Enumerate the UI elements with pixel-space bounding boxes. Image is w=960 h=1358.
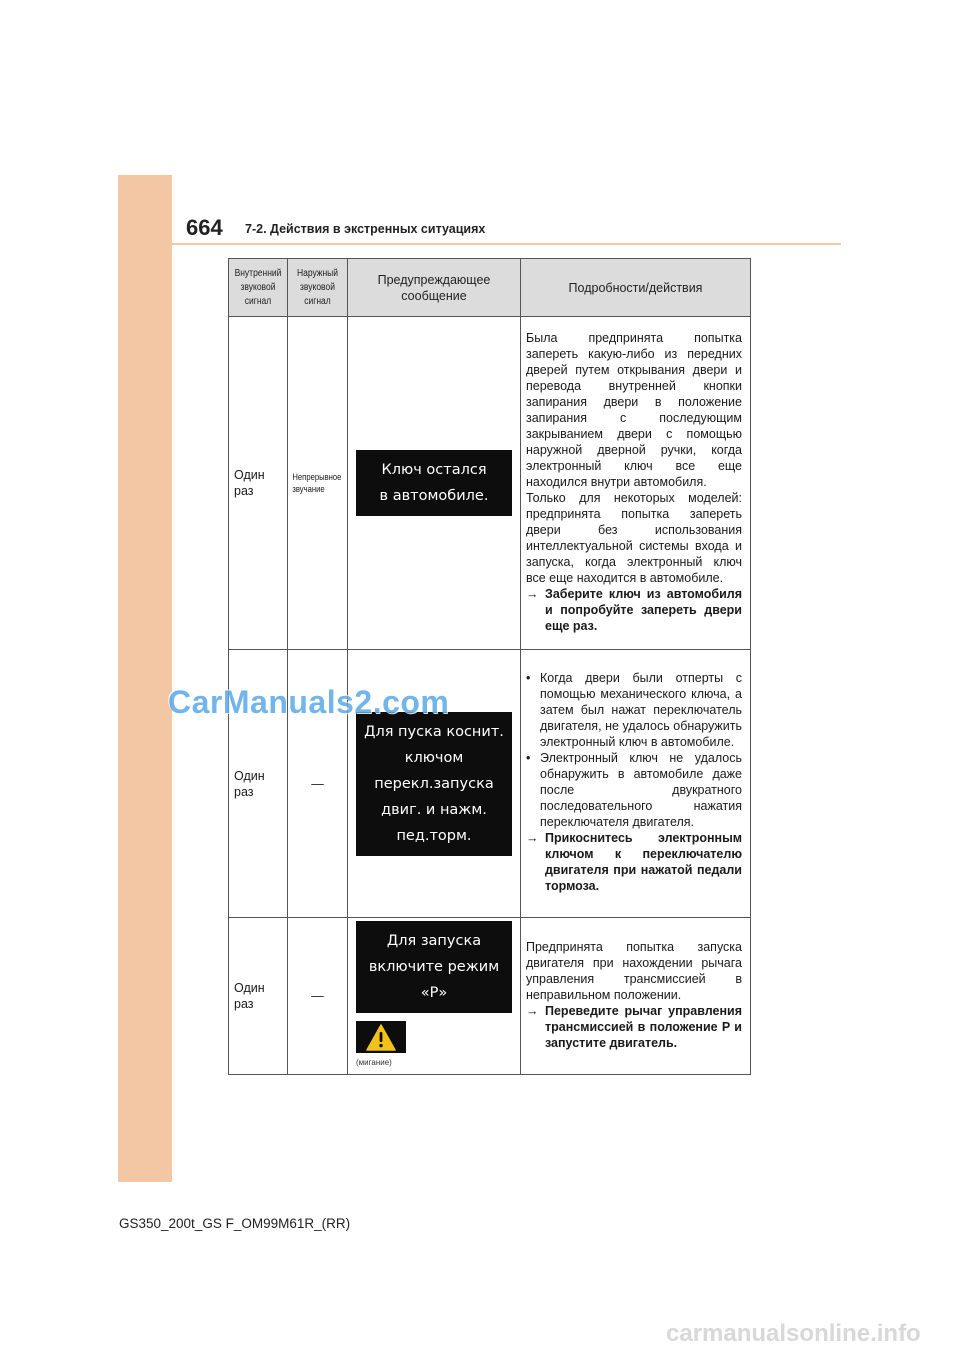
message-display [356, 450, 512, 516]
warning-message-cell [348, 317, 521, 650]
internal-buzzer-cell: Один раз [229, 317, 288, 650]
header-details: Подробности/действия [521, 259, 751, 317]
bullet-mark: • [526, 751, 531, 765]
arrow-icon: → [526, 831, 539, 845]
details-bullet: • Электронный ключ не удалось обнаружить в автомобиле даже после двукратного последовательного нажатия переключателя двигателя. [526, 751, 742, 829]
details-paragraph: Предпринята попытка запуска двигателя при нахождении рычага управления трансмиссией в неправильном положении. [526, 939, 742, 1002]
action-instruction: → Заберите ключ из автомобиля и попробуйте запереть двери еще раз. [526, 586, 742, 633]
message-line: включите режим «P» [368, 959, 500, 1001]
site-watermark: carmanualsonline.info [666, 1320, 921, 1347]
details-bullet: • Когда двери были отперты с помощью механического ключа, а затем был нажат переключатель двигателя, не удалось обнаружить электронный ключ в автомобиле. [526, 671, 742, 749]
table-header-row [229, 259, 751, 317]
warning-table [228, 258, 751, 1075]
message-line: пед.торм. [396, 827, 472, 844]
action-instruction: → Прикоснитесь электронным ключом к переключателю двигателя при нажатой педали тормоза. [526, 831, 742, 893]
internal-buzzer-cell: Один раз [229, 918, 288, 1075]
message-line: ключом перекл.запуска [374, 749, 494, 792]
message-line: двиг. и нажм. [381, 801, 487, 818]
message-line: Ключ остался [381, 462, 487, 478]
footer-model-code: GS350_200t_GS F_OM99M61R_(RR) [119, 1216, 351, 1231]
watermark: CarManuals2.com [168, 684, 450, 720]
table-row [229, 317, 751, 650]
message-line: в автомобиле. [379, 488, 489, 504]
arrow-icon: → [526, 1003, 539, 1018]
details-cell [521, 650, 751, 918]
page-number: 664 [186, 215, 223, 240]
message-display [356, 712, 512, 856]
header-warning-message: Предупреждающее сообщение [348, 259, 521, 317]
section-title: 7-2. Действия в экстренных ситуациях [245, 222, 486, 236]
details-paragraph: Только для некоторых моделей: предпринята попытка запереть двери без использования интеллектуальной системы входа и запуска, когда электронный ключ все еще находится в автомобиле. [526, 490, 742, 585]
external-buzzer-cell: — [288, 650, 348, 918]
details-paragraph: Была предпринята попытка запереть какую-либо из передних дверей путем открывания двери и перевода внутренней кнопки запирания двери в положение запирания с последующим закрыванием двери с помощью наружной дверной ручки, когда электронный ключ все еще находился внутри автомобиля. [526, 330, 742, 489]
details-cell [521, 918, 751, 1075]
warning-triangle-icon-graphic [366, 1024, 396, 1051]
chapter-side-tab [118, 175, 172, 1182]
arrow-icon: → [526, 586, 539, 601]
warning-indicator [356, 1021, 406, 1071]
external-buzzer-cell: — [288, 918, 348, 1075]
external-buzzer-text: Непрерывное звучание [292, 472, 342, 494]
message-line: Для запуска [386, 933, 482, 949]
header-divider [172, 243, 841, 245]
warning-triangle-icon [356, 1021, 406, 1053]
header-external-buzzer: Наружный звуковой сигнал [288, 259, 348, 317]
header-internal-buzzer: Внутренний звуковой сигнал [229, 259, 288, 317]
bullet-mark: • [526, 671, 531, 685]
external-buzzer-cell [288, 317, 348, 650]
blinking-caption: (мигание) [356, 1058, 392, 1067]
message-line: Для пуска коснит. [364, 723, 504, 740]
table-row [229, 918, 751, 1075]
message-display [356, 921, 512, 1013]
action-instruction: → Переведите рычаг управления трансмиссией в положение P и запустите двигатель. [526, 1003, 742, 1050]
details-cell [521, 317, 751, 650]
warning-message-cell [348, 918, 521, 1075]
internal-buzzer-cell: Один раз [229, 650, 288, 918]
